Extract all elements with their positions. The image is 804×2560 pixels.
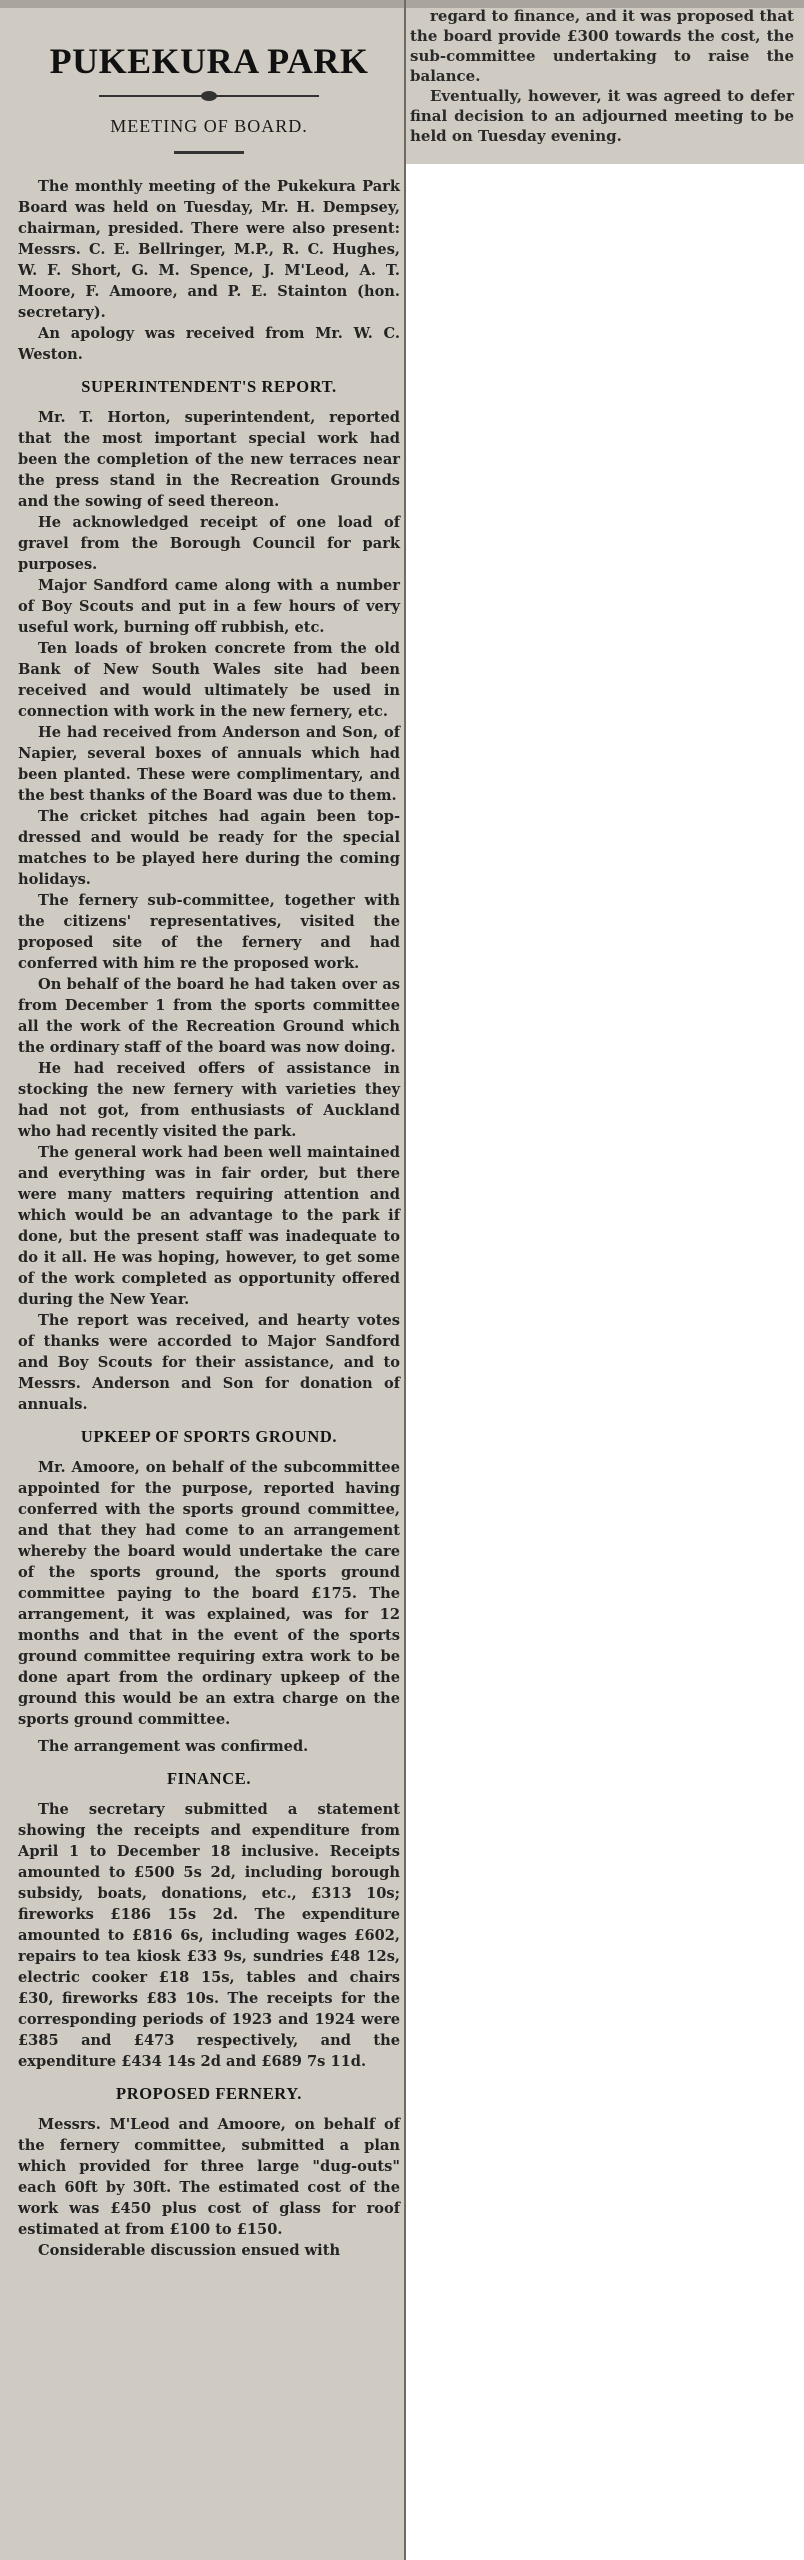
- section-paragraph: The general work had been well maintained and everything was in fair order, but there were many matters requiring attention and which would be an advantage to the park if done, but the present staff was inadequate to do it all. He was hoping, however, to get some of the work completed as opportunity offered during the New Year.: [18, 1144, 400, 1308]
- section-paragraph: The report was received, and hearty votes of thanks were accorded to Major Sandford and Boy Scouts for their assistance, and to Messrs. Anderson and Son for donation of annuals.: [18, 1312, 400, 1413]
- title-ornament: [99, 90, 319, 102]
- short-rule: [174, 151, 244, 154]
- section-paragraph: Mr. Amoore, on behalf of the subcommittee appointed for the purpose, reported having conferred with the sports ground committee, and that they had come to an arrangement whereby the board would undertake the care of the sports ground, the sports ground committee paying to the board £175. The arrangement, it was explained, was for 12 months and that in the event of the sports ground committee requiring extra work to be done apart from the ordinary upkeep of the ground this would be an extra charge on the sports ground committee.: [18, 1459, 400, 1728]
- section-paragraph: On behalf of the board he had taken over as from December 1 from the sports committee all the work of the Recreation Ground which the ordinary staff of the board was now doing.: [18, 976, 400, 1056]
- section-paragraph: Messrs. M'Leod and Amoore, on behalf of the fernery committee, submitted a plan which provided for three large "dug-outs" each 60ft by 30ft. The estimated cost of the work was £450 plus cost of glass for roof estimated at from £100 to £150.: [18, 2116, 400, 2238]
- section-heading: UPKEEP OF SPORTS GROUND.: [80, 1427, 338, 1446]
- section-heading: PROPOSED FERNERY.: [116, 2084, 302, 2103]
- article-column: [18, 20, 400, 2261]
- section-heading: SUPERINTENDENT'S REPORT.: [81, 377, 337, 396]
- article-subtitle: MEETING OF BOARD.: [110, 116, 308, 136]
- article-title: PUKEKURA PARK: [49, 41, 369, 81]
- column-divider: [404, 0, 406, 2560]
- section-paragraph: The arrangement was confirmed.: [38, 1738, 309, 1755]
- continuation-column: [410, 6, 794, 146]
- section-paragraph: The secretary submitted a statement showing the receipts and expenditure from April 1 to December 18 inclusive. Receipts amounted to £500 5s 2d, including borough subsidy, boats, donations, etc., £313 10s; fireworks £186 15s 2d. The expenditure amounted to £816 6s, including wages £602, repairs to tea kiosk £33 9s, sundries £48 12s, electric cooker £18 15s, tables and chairs £30, fireworks £83 10s. The receipts for the corresponding periods of 1923 and 1924 were £385 and £473 respectively, and the expenditure £434 14s 2d and £689 7s 11d.: [18, 1801, 400, 2070]
- intro-paragraph: The monthly meeting of the Pukekura Park Board was held on Tuesday, Mr. H. Dempsey, chairman, presided. There were also present: Messrs. C. E. Bellringer, M.P., R. C. Hughes, W. F. Short, G. M. Spence, J. M'Leod, A. T. Moore, F. Amoore, and P. E. Stainton (hon. secretary).: [18, 178, 400, 321]
- section-paragraph: Ten loads of broken concrete from the old Bank of New South Wales site had been received and would ultimately be used in connection with work in the new fernery, etc.: [18, 640, 400, 720]
- continuation-paragraph: regard to finance, and it was proposed that the board provide £300 towards the cost, the sub-committee undertaking to raise the balance.: [410, 7, 794, 85]
- section-paragraph: The cricket pitches had again been top-dressed and would be ready for the special matches to be played here during the coming holidays.: [18, 808, 400, 888]
- intro-paragraph: An apology was received from Mr. W. C. Weston.: [18, 325, 400, 363]
- section-paragraph: He had received offers of assistance in stocking the new fernery with varieties they had not got, from enthusiasts of Auckland who had recently visited the park.: [18, 1060, 400, 1140]
- ornament-dot: [201, 91, 217, 101]
- section-paragraph: Major Sandford came along with a number of Boy Scouts and put in a few hours of very useful work, burning off rubbish, etc.: [18, 577, 400, 636]
- section-heading: FINANCE.: [166, 1769, 252, 1788]
- section-paragraph: Mr. T. Horton, superintendent, reported that the most important special work had been the completion of the new terraces near the press stand in the Recreation Grounds and the sowing of seed thereon.: [18, 409, 400, 510]
- section-paragraph: He acknowledged receipt of one load of gravel from the Borough Council for park purposes.: [18, 514, 400, 573]
- section-paragraph: Considerable discussion ensued with: [38, 2242, 341, 2259]
- continuation-paragraph: Eventually, however, it was agreed to defer final decision to an adjourned meeting to be held on Tuesday evening.: [410, 87, 794, 145]
- section-paragraph: The fernery sub-committee, together with the citizens' representatives, visited the proposed site of the fernery and had conferred with him re the proposed work.: [18, 892, 400, 972]
- section-paragraph: He had received from Anderson and Son, of Napier, several boxes of annuals which had been planted. These were complimentary, and the best thanks of the Board was due to them.: [18, 724, 400, 804]
